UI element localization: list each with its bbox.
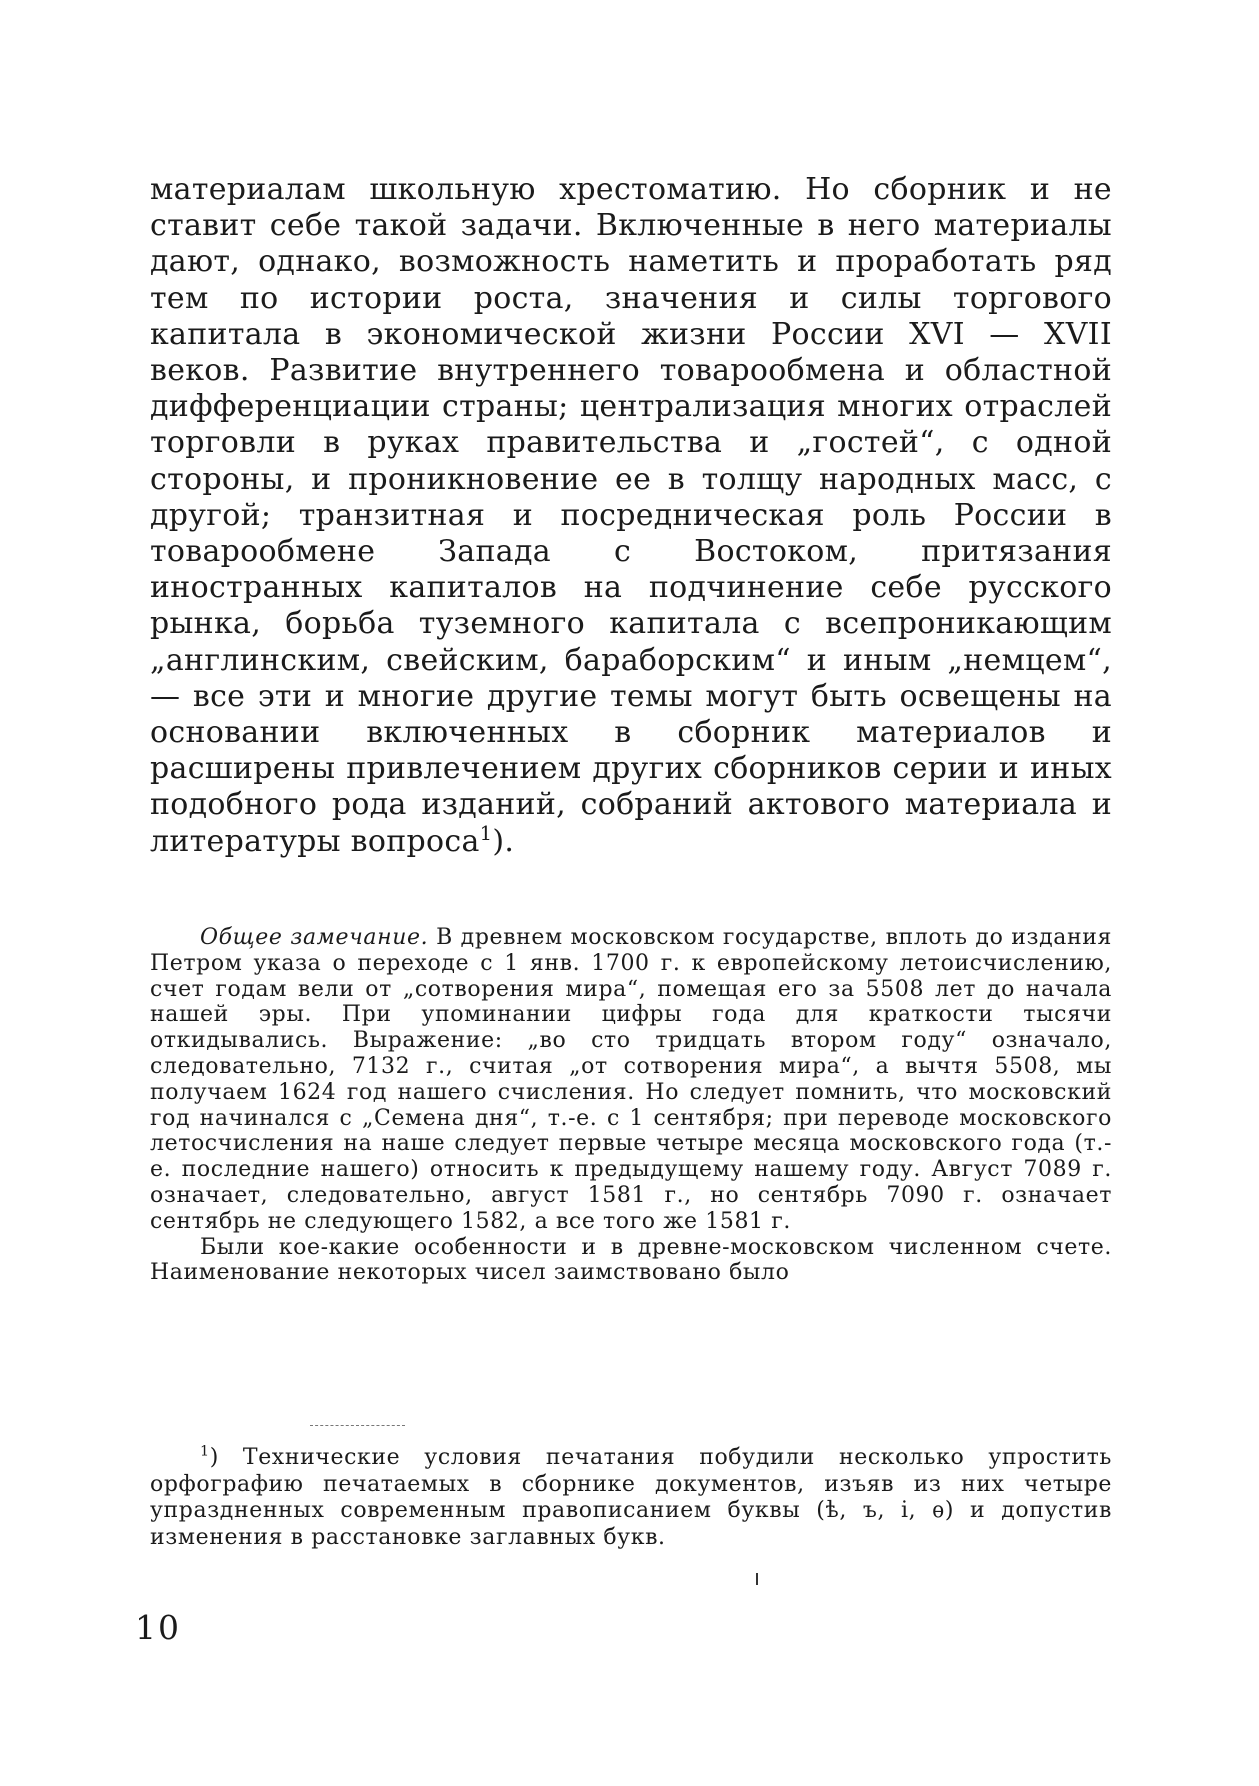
footnote-reference: 1 — [479, 821, 493, 845]
note-paragraph-2: Были кое-какие особенности и в древне-московском численном счете. Наименование некоторых чисел заимствовано было — [150, 1234, 1112, 1286]
footnote — [150, 1445, 1112, 1551]
main-paragraph — [150, 172, 1112, 860]
note-paragraph-1-text: В древнем московском государстве, вплоть до издания Петром указа о переходе с 1 янв. 1700 г. к европейскому летоисчислению, счет годам вели от „сотворения мира“, помещая его за 5508 лет до начала нашей эры. При упоминании цифры года для краткости тысячи откидывались. Выражение: „во сто тридцать втором году“ означало, следовательно, 7132 г., считая „от сотворения мира“, а вычтя 5508, мы получаем 1624 год нашего счисления. Но следует помнить, что московский год начинался с „Семена дня“, т.-е. с 1 сентября; при переводе московского летосчисления на наше следует первые четыре месяца московского года (т.-е. последние нашего) относить к предыдущему нашему году. Август 7089 г. означает, следовательно, август 1581 г., но сентябрь 7090 г. означает сентябрь не следующего 1582, а все того же 1581 г. — [150, 925, 1112, 1234]
general-note — [150, 925, 1112, 1286]
note-paragraph-1 — [150, 925, 1112, 1235]
footnote-paragraph — [150, 1445, 1112, 1551]
main-paragraph-end: ). — [492, 823, 515, 859]
print-mark — [756, 1573, 758, 1585]
footnote-marker: 1 — [200, 1443, 210, 1460]
main-text — [150, 172, 1112, 860]
footnote-separator — [310, 1425, 405, 1426]
note-heading: Общее замечание. — [200, 925, 429, 950]
main-paragraph-text: материалам школьную хрестоматию. Но сборник и не ставит себе такой задачи. Включенные в него материалы дают, однако, возможность наметить и проработать ряд тем по истории роста, значения и силы торгового капитала в экономической жизни России XVI — XVII веков. Развитие внутреннего товарообмена и областной дифференциации страны; централизация многих отраслей торговли в руках правительства и „гостей“, с одной стороны, и проникновение ее в толщу народных масс, с другой; транзитная и посредническая роль России в товарообмене Запада с Востоком, притязания иностранных капиталов на подчинение себе русского рынка, борьба туземного капитала с всепроникающим „англинским, свейским, бараборским“ и иным „немцем“, — все эти и многие другие темы могут быть освещены на основании включенных в сборник материалов и расширены привлечением других сборников серии и иных подобного рода изданий, собраний актового материала и литературы вопроса — [150, 172, 1112, 859]
page-number: 10 — [135, 1608, 181, 1647]
footnote-text: ) Технические условия печатания побудили несколько упростить орфографию печатаемых в сборнике документов, изъяв из них четыре упраздненных современным правописанием буквы (ѣ, ъ, і, ѳ) и допустив изменения в расстановке заглавных букв. — [150, 1445, 1112, 1550]
